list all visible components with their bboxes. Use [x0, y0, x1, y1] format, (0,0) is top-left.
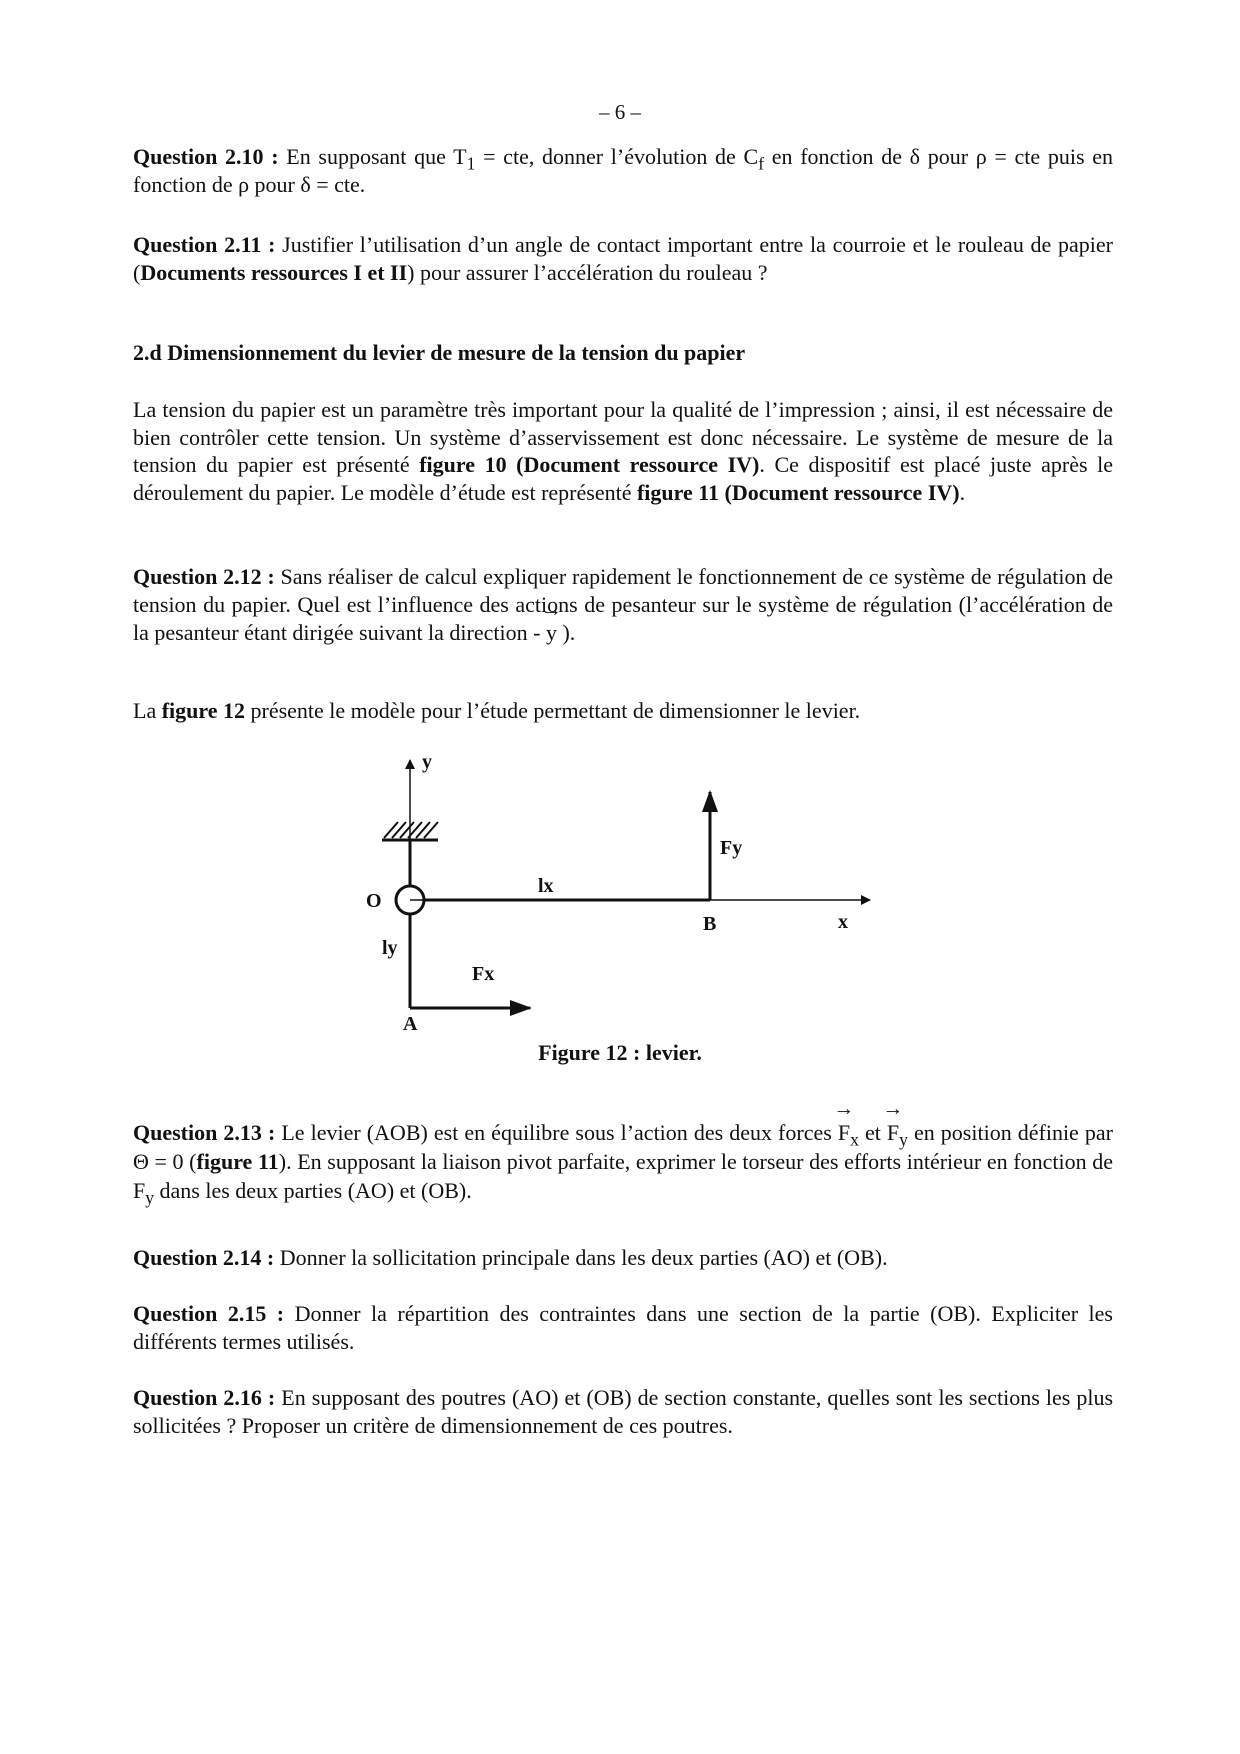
label-y: y — [422, 751, 432, 773]
label-fx: Fx — [472, 963, 495, 985]
question-2-13: Question 2.13 : Le levier (AOB) est en équilibre sous l’action des deux forces → $F_x$ et → $F_y$ en position définie par Θ = 0 (figure 11). En supposant la liaison pivot parfaite, exprimer le torseur des efforts intérieur en fonction de $F_y$ dans les deux parties (AO) et (OB). — [133, 1118, 1113, 1205]
vector-fx: → F — [838, 1118, 850, 1147]
question-label: Question 2.16 : — [133, 1385, 276, 1410]
label-a: A — [403, 1013, 418, 1035]
question-label: Question 2.11 : — [133, 232, 276, 257]
label-b: B — [703, 913, 717, 935]
question-label: Question 2.15 : — [133, 1301, 285, 1326]
question-2-15: Question 2.15 : Donner la répartition des contraintes dans une section de la partie (OB). Expliciter les différents termes utilisés. — [133, 1301, 1113, 1354]
figure-intro: La figure 12 présente le modèle pour l’étude permettant de dimensionner le levier. — [133, 698, 861, 723]
lever-diagram — [366, 740, 890, 1050]
figure-caption: Figure 12 : levier. — [538, 1040, 702, 1065]
question-2-10: Question 2.10 : En supposant que $T_1$ = cte, donner l’évolution de $C_f$ en fonction de δ pour ρ = cte puis en fonction de ρ pour δ = cte. — [133, 144, 1113, 197]
question-2-14: Question 2.14 : Donner la sollicitation principale dans les deux parties (AO) et (OB). — [133, 1245, 888, 1270]
page-number: – 6 – — [599, 100, 641, 124]
question-label: Question 2.13 : — [133, 1120, 276, 1145]
section-heading: 2.d Dimensionnement du levier de mesure de la tension du papier — [133, 340, 746, 365]
label-x: x — [838, 911, 848, 933]
question-2-12: Question 2.12 : Sans réaliser de calcul expliquer rapidement le fonctionnement de ce système de régulation de tension du papier. Quel est l’influence des actions de pesanteur sur le système de régulation (l’accélération de la pesanteur étant dirigée suivant la direction - → y ). — [133, 563, 1113, 647]
label-o: O — [366, 890, 382, 912]
label-fy: Fy — [720, 837, 743, 859]
vector-y: → y — [546, 619, 557, 647]
label-ly: ly — [382, 937, 398, 959]
question-label: Question 2.14 : — [133, 1245, 275, 1270]
question-2-11: Question 2.11 : Justifier l’utilisation d’un angle de contact important entre la courroie et le rouleau de papier (Documents ressources I et II) pour assurer l’accélération du rouleau ? — [133, 232, 1113, 285]
question-label: Question 2.10 : — [133, 144, 279, 169]
question-2-16: Question 2.16 : En supposant des poutres (AO) et (OB) de section constante, quelles sont les sections les plus sollicitées ? Proposer un critère de dimensionnement de ces poutres. — [133, 1385, 1114, 1438]
vector-fy: → F — [887, 1118, 899, 1147]
label-lx: lx — [538, 875, 554, 897]
question-label: Question 2.12 : — [133, 564, 275, 589]
intro-paragraph: La tension du papier est un paramètre très important pour la qualité de l’impression ; ainsi, il est nécessaire de bien contrôler cette tension. Un système d’asservissement est donc nécessaire. Le système de mesure de la tension du papier est présenté figure 10 (Document ressource IV). Ce dispositif est placé juste après le déroulement du papier. Le modèle d’étude est représenté figure 11 (Document ressource IV). — [133, 397, 1113, 505]
